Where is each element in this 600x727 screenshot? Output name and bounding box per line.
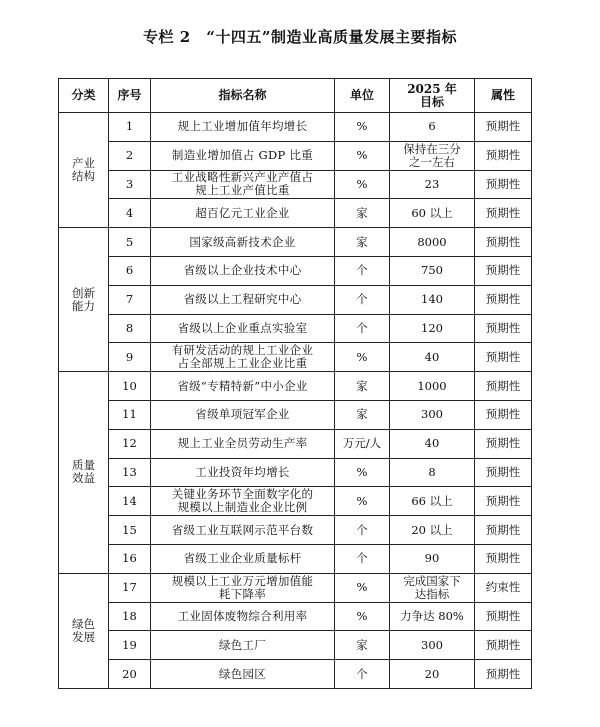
number-cell [109, 343, 151, 372]
table-row [59, 285, 532, 314]
target-cell [390, 228, 475, 257]
attribute-cell [475, 314, 532, 343]
target-cell [390, 631, 475, 660]
header-target-2025 [390, 79, 475, 113]
indicator-name-cell [151, 170, 335, 199]
category-label: 创新能力 [71, 285, 95, 313]
header-number: 序号 [109, 79, 151, 113]
number-text: 8 [125, 320, 134, 335]
attribute-text: 预期性 [485, 637, 521, 652]
indicator-name-text: 省级“专精特新”中小企业 [177, 378, 308, 393]
attribute-text: 预期性 [485, 119, 521, 134]
unit-cell [335, 113, 390, 142]
indicator-name-text: 工业固体废物综合利用率 [177, 608, 308, 623]
number-text: 1 [125, 119, 134, 134]
unit-cell [335, 487, 390, 516]
target-cell [390, 516, 475, 545]
unit-text: % [356, 608, 368, 623]
category-label: 绿色发展 [71, 616, 95, 644]
unit-text: 个 [356, 522, 368, 537]
number-text: 18 [122, 608, 137, 623]
number-text: 19 [122, 637, 137, 652]
target-text: 20 [424, 666, 440, 681]
number-text: 20 [122, 666, 137, 681]
attribute-cell [475, 228, 532, 257]
indicator-name-text: 国家级高新技术企业 [189, 234, 296, 249]
attribute-cell [475, 487, 532, 516]
number-cell [109, 285, 151, 314]
header-target-label: 2025 年目标 [407, 81, 457, 109]
unit-cell [335, 228, 390, 257]
target-text: 40 [424, 349, 440, 364]
number-text: 7 [125, 292, 134, 307]
indicator-name-text: 绿色工厂 [218, 637, 267, 652]
target-text: 保持在三分之一左右 [403, 141, 461, 169]
target-text: 90 [424, 551, 440, 566]
category-cell [59, 113, 109, 228]
table-row [59, 544, 532, 573]
target-cell [390, 199, 475, 228]
category-label: 产业结构 [71, 156, 95, 184]
attribute-cell [475, 573, 532, 602]
indicator-name-cell [151, 199, 335, 228]
indicator-name-text: 省级工业互联网示范平台数 [171, 522, 314, 537]
indicator-name-text: 规上工业全员劳动生产率 [177, 436, 308, 451]
unit-text: % [356, 580, 368, 595]
unit-cell [335, 573, 390, 602]
indicator-name-text: 省级单项冠军企业 [195, 407, 290, 422]
target-cell [390, 602, 475, 631]
unit-text: % [356, 493, 368, 508]
attribute-text: 预期性 [485, 234, 521, 249]
attribute-cell [475, 458, 532, 487]
attribute-text: 预期性 [485, 608, 521, 623]
unit-cell [335, 458, 390, 487]
indicator-name-text: 省级以上企业技术中心 [183, 263, 302, 278]
table-row [59, 458, 532, 487]
indicator-name-text: 规上工业增加值年均增长 [177, 119, 308, 134]
indicator-name-text: 省级以上企业重点实验室 [177, 320, 308, 335]
number-text: 15 [122, 522, 137, 537]
target-text: 8 [428, 464, 436, 479]
table-row [59, 400, 532, 429]
number-cell [109, 631, 151, 660]
target-cell [390, 458, 475, 487]
target-cell [390, 573, 475, 602]
indicator-name-text: 工业战略性新兴产业产值占规上工业产值比重 [171, 170, 314, 198]
attribute-text: 约束性 [485, 580, 521, 595]
indicator-name-text: 超百亿元工业企业 [195, 205, 290, 220]
table-row [59, 199, 532, 228]
attribute-cell [475, 660, 532, 689]
attribute-cell [475, 372, 532, 401]
indicator-name-cell [151, 458, 335, 487]
attribute-cell [475, 256, 532, 285]
attribute-cell [475, 199, 532, 228]
number-text: 16 [122, 551, 137, 566]
indicator-name-text: 省级以上工程研究中心 [183, 292, 302, 307]
table-body [59, 113, 532, 689]
target-cell [390, 314, 475, 343]
number-cell [109, 113, 151, 142]
attribute-text: 预期性 [485, 522, 521, 537]
unit-text: 家 [356, 205, 368, 220]
indicator-name-cell [151, 256, 335, 285]
target-cell [390, 400, 475, 429]
attribute-text: 预期性 [485, 378, 521, 393]
target-text: 120 [421, 320, 443, 335]
unit-cell [335, 602, 390, 631]
table-row [59, 573, 532, 602]
target-cell [390, 372, 475, 401]
unit-cell [335, 372, 390, 401]
unit-text: 个 [356, 320, 368, 335]
table-row [59, 516, 532, 545]
number-cell [109, 256, 151, 285]
indicator-name-cell [151, 314, 335, 343]
target-text: 6 [428, 119, 436, 134]
indicator-name-cell [151, 228, 335, 257]
unit-text: 万元/人 [342, 436, 382, 451]
attribute-cell [475, 429, 532, 458]
indicator-name-cell [151, 343, 335, 372]
target-cell [390, 285, 475, 314]
unit-cell [335, 256, 390, 285]
indicator-name-text: 有研发活动的规上工业企业占全部规上工业企业比重 [171, 343, 314, 371]
target-cell [390, 429, 475, 458]
number-text: 5 [125, 234, 134, 249]
indicator-name-text: 工业投资年均增长 [195, 464, 290, 479]
target-text: 1000 [417, 378, 447, 393]
number-cell [109, 516, 151, 545]
attribute-text: 预期性 [485, 551, 521, 566]
number-text: 3 [125, 176, 134, 191]
target-text: 750 [421, 263, 443, 278]
attribute-text: 预期性 [485, 407, 521, 422]
target-cell [390, 487, 475, 516]
target-text: 40 [424, 436, 440, 451]
category-label: 质量效益 [71, 458, 95, 486]
target-cell [390, 170, 475, 199]
unit-text: 个 [356, 666, 368, 681]
indicator-name-cell [151, 573, 335, 602]
target-text: 力争达 80% [400, 608, 464, 623]
indicator-name-cell [151, 141, 335, 170]
attribute-text: 预期性 [485, 349, 521, 364]
attribute-text: 预期性 [485, 176, 521, 191]
indicator-name-cell [151, 113, 335, 142]
unit-text: 个 [356, 551, 368, 566]
indicators-table [58, 78, 532, 689]
indicator-name-text: 规模以上工业万元增加值能耗下降率 [171, 573, 314, 601]
indicator-name-cell [151, 372, 335, 401]
number-text: 10 [122, 378, 137, 393]
number-cell [109, 141, 151, 170]
unit-text: 家 [356, 407, 368, 422]
number-cell [109, 199, 151, 228]
unit-text: 个 [356, 292, 368, 307]
table-row [59, 429, 532, 458]
header-category: 分类 [59, 79, 109, 113]
table-row [59, 113, 532, 142]
indicator-name-cell [151, 544, 335, 573]
number-text: 12 [122, 436, 137, 451]
indicator-name-cell [151, 516, 335, 545]
target-cell [390, 113, 475, 142]
table-header-row [59, 79, 532, 113]
unit-text: % [356, 176, 368, 191]
target-cell [390, 660, 475, 689]
table-row [59, 602, 532, 631]
table-row [59, 314, 532, 343]
number-cell [109, 660, 151, 689]
number-text: 17 [122, 580, 137, 595]
target-cell [390, 544, 475, 573]
attribute-text: 预期性 [485, 666, 521, 681]
attribute-text: 预期性 [485, 205, 521, 220]
attribute-cell [475, 400, 532, 429]
unit-cell [335, 429, 390, 458]
number-cell [109, 573, 151, 602]
number-text: 11 [122, 407, 137, 422]
unit-cell [335, 544, 390, 573]
attribute-text: 预期性 [485, 464, 521, 479]
category-cell [59, 573, 109, 688]
number-cell [109, 429, 151, 458]
number-text: 4 [125, 205, 134, 220]
table-row [59, 141, 532, 170]
target-text: 完成国家下达指标 [403, 573, 461, 601]
target-text: 60 以上 [411, 205, 453, 220]
target-text: 300 [421, 637, 443, 652]
number-text: 2 [125, 148, 134, 163]
indicator-name-cell [151, 400, 335, 429]
target-text: 20 以上 [411, 522, 453, 537]
table-row [59, 372, 532, 401]
attribute-cell [475, 170, 532, 199]
attribute-cell [475, 285, 532, 314]
table-row [59, 170, 532, 199]
number-cell [109, 228, 151, 257]
category-cell [59, 228, 109, 372]
unit-text: 家 [356, 637, 368, 652]
page-title: 专栏 2 “十四五”制造业高质量发展主要指标 [143, 28, 457, 46]
indicator-name-text: 制造业增加值占 GDP 比重 [171, 148, 314, 163]
target-text: 23 [424, 176, 440, 191]
attribute-cell [475, 602, 532, 631]
target-cell [390, 343, 475, 372]
number-cell [109, 400, 151, 429]
attribute-cell [475, 516, 532, 545]
attribute-text: 预期性 [485, 148, 521, 163]
attribute-cell [475, 343, 532, 372]
unit-cell [335, 141, 390, 170]
unit-cell [335, 314, 390, 343]
target-text: 300 [421, 407, 443, 422]
indicator-name-cell [151, 631, 335, 660]
indicator-name-text: 省级工业企业质量标杆 [183, 551, 302, 566]
number-cell [109, 314, 151, 343]
indicator-name-cell [151, 429, 335, 458]
table-row [59, 487, 532, 516]
number-cell [109, 372, 151, 401]
unit-cell [335, 170, 390, 199]
number-cell [109, 602, 151, 631]
table-row [59, 256, 532, 285]
indicator-name-cell [151, 487, 335, 516]
number-text: 9 [125, 349, 134, 364]
header-attribute: 属性 [475, 79, 532, 113]
number-text: 14 [122, 493, 137, 508]
unit-text: 个 [356, 263, 368, 278]
table-row [59, 343, 532, 372]
target-cell [390, 141, 475, 170]
number-cell [109, 487, 151, 516]
unit-text: 家 [356, 378, 368, 393]
indicator-name-cell [151, 660, 335, 689]
table-row [59, 631, 532, 660]
attribute-cell [475, 141, 532, 170]
unit-text: % [356, 464, 368, 479]
attribute-text: 预期性 [485, 320, 521, 335]
number-cell [109, 170, 151, 199]
attribute-cell [475, 631, 532, 660]
unit-cell [335, 516, 390, 545]
unit-cell [335, 660, 390, 689]
unit-cell [335, 199, 390, 228]
unit-cell [335, 631, 390, 660]
target-text: 66 以上 [411, 493, 453, 508]
number-text: 6 [125, 263, 134, 278]
unit-cell [335, 343, 390, 372]
attribute-text: 预期性 [485, 292, 521, 307]
header-indicator-name: 指标名称 [151, 79, 335, 113]
number-cell [109, 458, 151, 487]
indicator-name-text: 关键业务环节全面数字化的规模以上制造业企业比例 [171, 487, 314, 515]
table-row [59, 660, 532, 689]
unit-text: % [356, 349, 368, 364]
header-unit: 单位 [335, 79, 390, 113]
table-row [59, 228, 532, 257]
target-text: 8000 [417, 234, 447, 249]
unit-text: % [356, 148, 368, 163]
attribute-cell [475, 113, 532, 142]
target-cell [390, 256, 475, 285]
indicator-name-cell [151, 285, 335, 314]
attribute-text: 预期性 [485, 436, 521, 451]
indicator-name-cell [151, 602, 335, 631]
target-text: 140 [421, 292, 443, 307]
unit-text: % [356, 119, 368, 134]
number-text: 13 [122, 464, 137, 479]
attribute-cell [475, 544, 532, 573]
unit-text: 家 [356, 234, 368, 249]
indicator-name-text: 绿色园区 [218, 666, 267, 681]
unit-cell [335, 400, 390, 429]
attribute-text: 预期性 [485, 493, 521, 508]
attribute-text: 预期性 [485, 263, 521, 278]
number-cell [109, 544, 151, 573]
category-cell [59, 372, 109, 574]
unit-cell [335, 285, 390, 314]
